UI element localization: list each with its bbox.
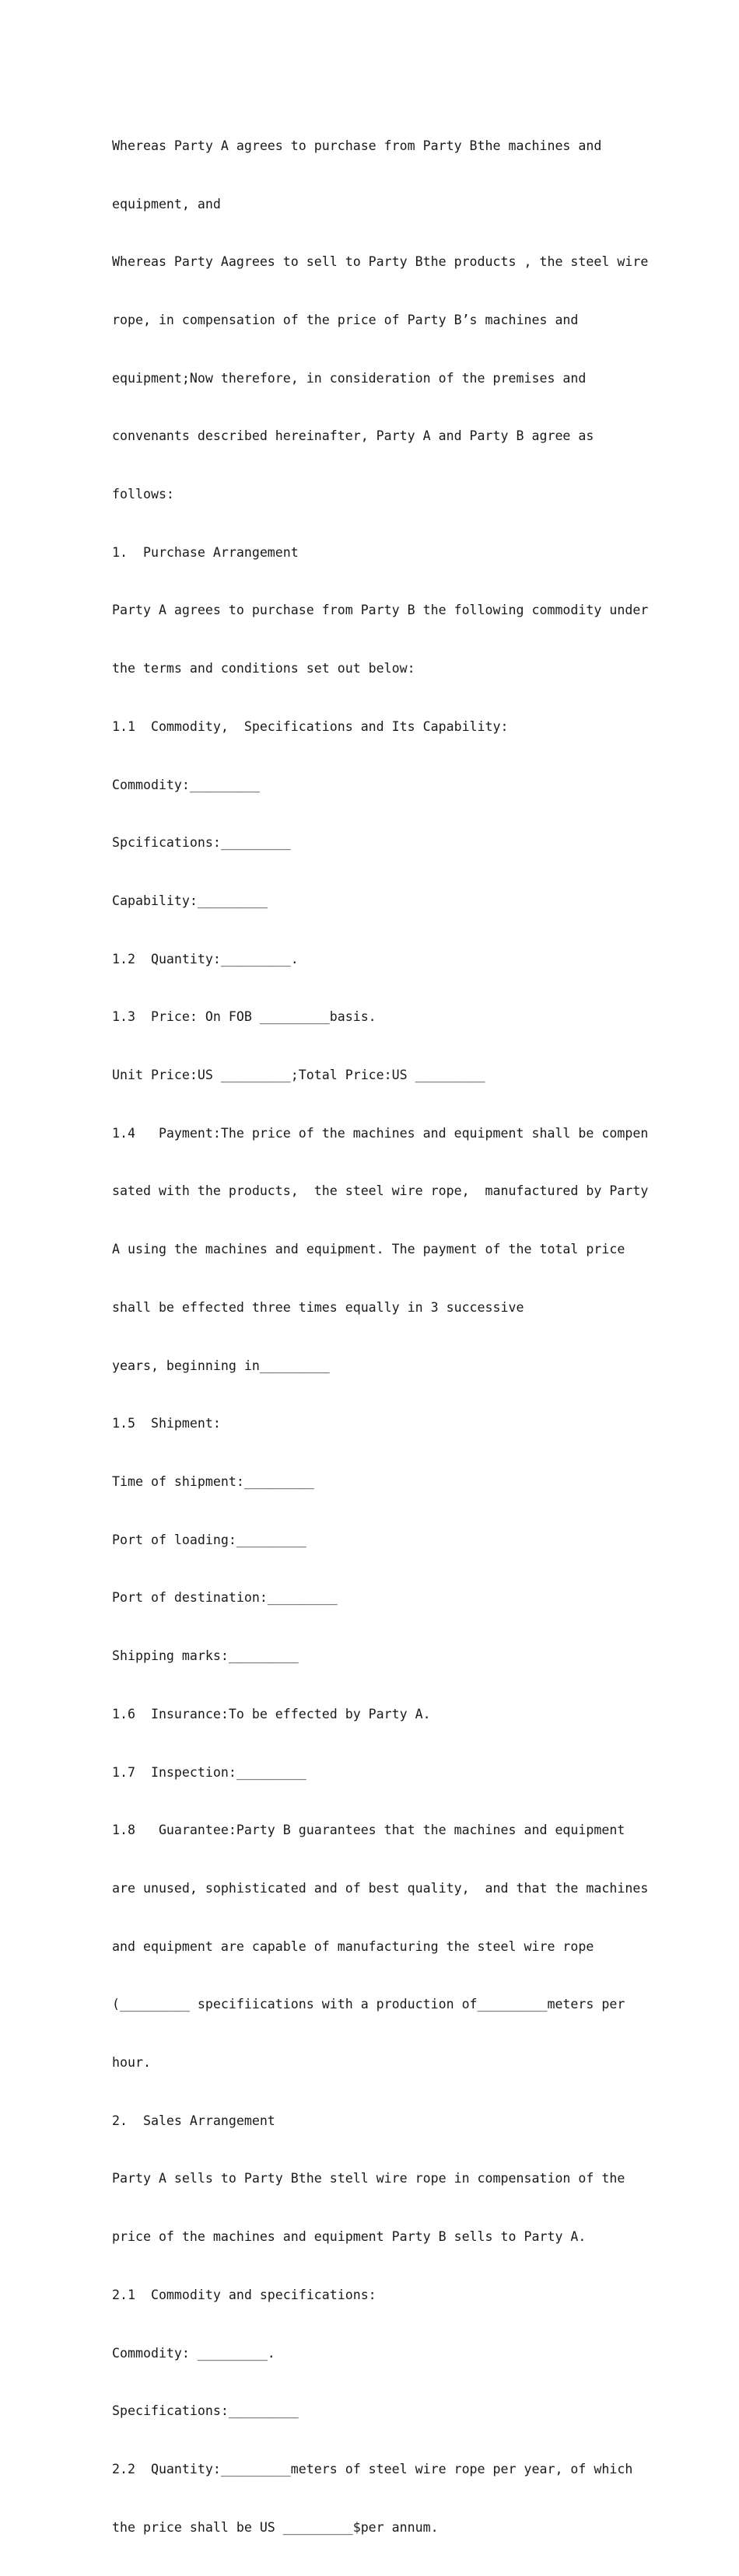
time-of-shipment-field: Time of shipment:_________: [112, 1473, 314, 1489]
clause-2-2-quantity: 2.2 Quantity:_________meters of steel wire rope per year, of which: [112, 2461, 633, 2476]
text-line: the price shall be US _________$per annum.: [112, 2519, 439, 2535]
clause-1-5-shipment: 1.5 Shipment:: [112, 1416, 221, 1431]
text-line: rope, in compensation of the price of Party B’s machines and: [112, 312, 579, 327]
port-of-loading-field: Port of loading:_________: [112, 1532, 306, 1547]
clause-1-3-price: 1.3 Price: On FOB _________basis.: [112, 1009, 377, 1025]
contract-text: [112, 98, 649, 2576]
text-line: price of the machines and equipment Party B sells to Party A.: [112, 2229, 587, 2245]
text-line: sated with the products, the steel wire rope, manufactured by Party: [112, 1183, 649, 1199]
text-line: follows:: [112, 487, 174, 502]
clause-1-8-guarantee: 1.8 Guarantee:Party B guarantees that the machines and equipment: [112, 1823, 625, 1838]
clause-1-6-insurance: 1.6 Insurance:To be effected by Party A.: [112, 1706, 431, 1721]
clause-1-2-quantity: 1.2 Quantity:_________.: [112, 951, 299, 966]
capability-field: Capability:_________: [112, 893, 268, 908]
text-line: Party A agrees to purchase from Party B the following commodity under: [112, 603, 649, 618]
text-line: (_________ specifiications with a production of_________meters per: [112, 1997, 625, 2012]
commodity-field-2: Commodity: _________.: [112, 2345, 275, 2361]
text-line: convenants described hereinafter, Party A and Party B agree as: [112, 428, 594, 444]
clause-2-1: 2.1 Commodity and specifications:: [112, 2287, 377, 2302]
text-line: the terms and conditions set out below:: [112, 661, 415, 676]
port-of-destination-field: Port of destination:_________: [112, 1590, 338, 1606]
specifications-field-2: Specifications:_________: [112, 2403, 299, 2419]
text-line: shall be effected three times equally in 3 successive: [112, 1299, 524, 1315]
unit-total-price: Unit Price:US _________;Total Price:US _________: [112, 1068, 485, 1083]
section-heading-purchase: 1. Purchase Arrangement: [112, 544, 299, 560]
text-line: equipment, and: [112, 196, 221, 211]
text-line: A using the machines and equipment. The payment of the total price: [112, 1242, 625, 1257]
text-line: years, beginning in_________: [112, 1358, 330, 1373]
text-line: Whereas Party Aagrees to sell to Party Bthe products , the steel wire: [112, 254, 649, 270]
clause-1-7-inspection: 1.7 Inspection:_________: [112, 1764, 306, 1780]
clause-1-1: 1.1 Commodity, Specifications and Its Capability:: [112, 718, 509, 734]
text-line: hour.: [112, 2055, 151, 2071]
text-line: Party A sells to Party Bthe stell wire rope in compensation of the: [112, 2171, 625, 2186]
clause-1-4-payment: 1.4 Payment:The price of the machines and equipment shall be compen: [112, 1125, 649, 1141]
text-line: are unused, sophisticated and of best quality, and that the machines: [112, 1880, 649, 1896]
text-line: and equipment are capable of manufacturing the steel wire rope: [112, 1938, 594, 1954]
text-line: Whereas Party A agrees to purchase from Party Bthe machines and: [112, 138, 602, 153]
shipping-marks-field: Shipping marks:_________: [112, 1648, 299, 1664]
section-heading-sales: 2. Sales Arrangement: [112, 2113, 275, 2128]
text-line: equipment;Now therefore, in consideration of the premises and: [112, 370, 587, 386]
commodity-field: Commodity:_________: [112, 777, 260, 792]
specifications-field: Spcifications:_________: [112, 835, 291, 851]
